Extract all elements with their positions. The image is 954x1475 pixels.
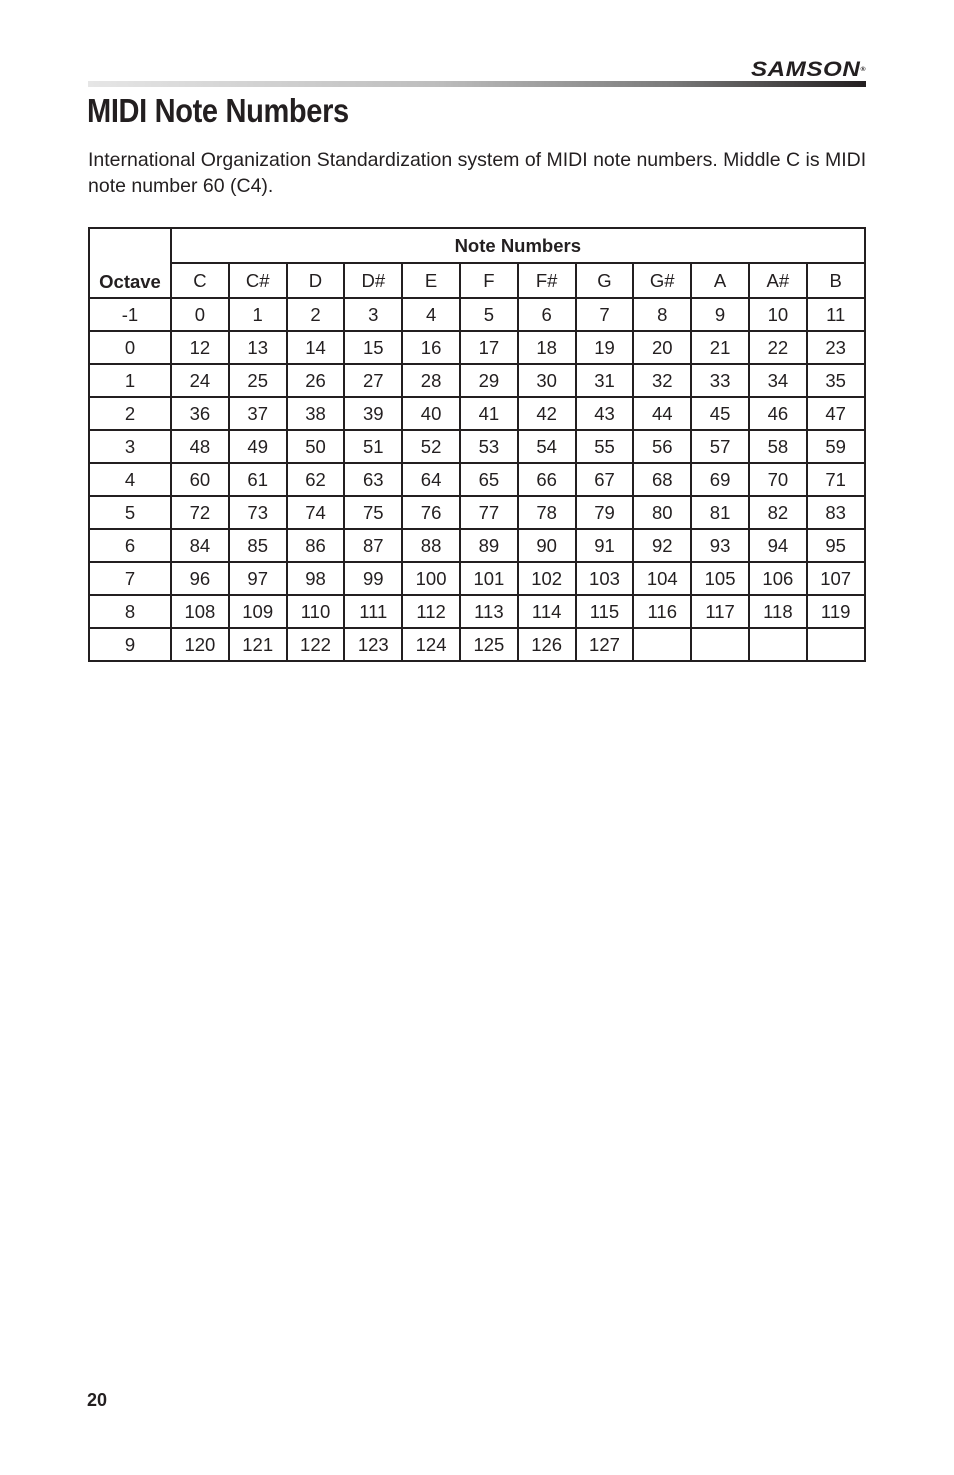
octave-cell: 5 (89, 496, 171, 529)
note-number-cell: 117 (691, 595, 749, 628)
note-number-cell: 17 (460, 331, 518, 364)
note-number-cell: 1 (229, 298, 287, 331)
note-number-cell: 50 (287, 430, 345, 463)
table-row (89, 595, 865, 628)
note-number-cell: 35 (807, 364, 865, 397)
note-number-cell: 90 (518, 529, 576, 562)
note-number-cell: 115 (576, 595, 634, 628)
octave-cell: 8 (89, 595, 171, 628)
octave-cell: 3 (89, 430, 171, 463)
note-number-cell: 11 (807, 298, 865, 331)
note-number-cell: 38 (287, 397, 345, 430)
note-number-cell: 6 (518, 298, 576, 331)
note-number-cell: 26 (287, 364, 345, 397)
note-number-cell: 119 (807, 595, 865, 628)
note-number-cell: 120 (171, 628, 229, 661)
empty-cell (807, 628, 865, 661)
note-number-cell: 7 (576, 298, 634, 331)
column-header: D# (344, 263, 402, 298)
note-number-cell: 48 (171, 430, 229, 463)
note-number-cell: 122 (287, 628, 345, 661)
note-number-cell: 2 (287, 298, 345, 331)
note-number-cell: 37 (229, 397, 287, 430)
note-number-cell: 88 (402, 529, 460, 562)
note-number-cell: 107 (807, 562, 865, 595)
note-number-cell: 66 (518, 463, 576, 496)
note-number-cell: 92 (633, 529, 691, 562)
note-number-cell: 47 (807, 397, 865, 430)
note-number-cell: 42 (518, 397, 576, 430)
note-number-cell: 36 (171, 397, 229, 430)
empty-cell (633, 628, 691, 661)
note-number-cell: 123 (344, 628, 402, 661)
note-number-cell: 124 (402, 628, 460, 661)
note-number-cell: 13 (229, 331, 287, 364)
note-number-cell: 21 (691, 331, 749, 364)
note-number-cell: 55 (576, 430, 634, 463)
note-number-cell: 53 (460, 430, 518, 463)
note-number-cell: 10 (749, 298, 807, 331)
note-number-cell: 86 (287, 529, 345, 562)
column-header: A (691, 263, 749, 298)
note-number-cell: 19 (576, 331, 634, 364)
note-number-cell: 59 (807, 430, 865, 463)
note-number-cell: 5 (460, 298, 518, 331)
note-number-cell: 103 (576, 562, 634, 595)
note-number-cell: 60 (171, 463, 229, 496)
note-number-cell: 94 (749, 529, 807, 562)
column-header: A# (749, 263, 807, 298)
note-number-cell: 78 (518, 496, 576, 529)
octave-cell: 9 (89, 628, 171, 661)
table-body (89, 298, 865, 661)
note-number-cell: 111 (344, 595, 402, 628)
note-number-cell: 58 (749, 430, 807, 463)
table-row (89, 331, 865, 364)
note-number-cell: 27 (344, 364, 402, 397)
note-number-cell: 83 (807, 496, 865, 529)
note-number-cell: 33 (691, 364, 749, 397)
note-number-cell: 104 (633, 562, 691, 595)
octave-cell: 6 (89, 529, 171, 562)
note-number-cell: 74 (287, 496, 345, 529)
note-number-cell: 98 (287, 562, 345, 595)
octave-cell: 1 (89, 364, 171, 397)
octave-header: Octave (89, 228, 171, 298)
note-number-cell: 3 (344, 298, 402, 331)
note-number-cell: 75 (344, 496, 402, 529)
note-number-cell: 14 (287, 331, 345, 364)
header-rule (88, 81, 866, 87)
note-number-cell: 62 (287, 463, 345, 496)
note-number-cell: 100 (402, 562, 460, 595)
octave-cell: 4 (89, 463, 171, 496)
note-number-cell: 91 (576, 529, 634, 562)
note-number-cell: 4 (402, 298, 460, 331)
column-header: F# (518, 263, 576, 298)
table-column-header-row (89, 263, 865, 298)
note-number-cell: 49 (229, 430, 287, 463)
note-number-cell: 113 (460, 595, 518, 628)
note-number-cell: 45 (691, 397, 749, 430)
note-number-cell: 73 (229, 496, 287, 529)
note-number-cell: 56 (633, 430, 691, 463)
note-number-cell: 32 (633, 364, 691, 397)
note-number-cell: 112 (402, 595, 460, 628)
note-number-cell: 51 (344, 430, 402, 463)
table-row (89, 463, 865, 496)
note-number-cell: 80 (633, 496, 691, 529)
note-number-cell: 95 (807, 529, 865, 562)
note-number-cell: 20 (633, 331, 691, 364)
note-number-cell: 77 (460, 496, 518, 529)
note-number-cell: 30 (518, 364, 576, 397)
note-number-cell: 29 (460, 364, 518, 397)
octave-cell: 0 (89, 331, 171, 364)
empty-cell (691, 628, 749, 661)
note-number-cell: 68 (633, 463, 691, 496)
note-number-cell: 105 (691, 562, 749, 595)
note-number-cell: 0 (171, 298, 229, 331)
note-number-cell: 109 (229, 595, 287, 628)
column-header: C (171, 263, 229, 298)
note-number-cell: 126 (518, 628, 576, 661)
note-number-cell: 52 (402, 430, 460, 463)
table-row (89, 430, 865, 463)
note-number-cell: 34 (749, 364, 807, 397)
note-number-cell: 28 (402, 364, 460, 397)
brand-name: SAMSON (750, 58, 861, 81)
note-number-cell: 79 (576, 496, 634, 529)
note-number-cell: 8 (633, 298, 691, 331)
octave-cell: -1 (89, 298, 171, 331)
note-number-cell: 12 (171, 331, 229, 364)
table-row (89, 298, 865, 331)
note-number-cell: 84 (171, 529, 229, 562)
note-number-cell: 63 (344, 463, 402, 496)
note-number-cell: 46 (749, 397, 807, 430)
note-number-cell: 61 (229, 463, 287, 496)
column-header: D (287, 263, 345, 298)
table-row (89, 496, 865, 529)
note-numbers-header: Note Numbers (171, 228, 865, 263)
note-number-cell: 40 (402, 397, 460, 430)
note-number-cell: 65 (460, 463, 518, 496)
note-number-cell: 127 (576, 628, 634, 661)
note-number-cell: 41 (460, 397, 518, 430)
table-row (89, 529, 865, 562)
note-number-cell: 121 (229, 628, 287, 661)
note-number-cell: 16 (402, 331, 460, 364)
column-header: E (402, 263, 460, 298)
note-number-cell: 70 (749, 463, 807, 496)
octave-cell: 7 (89, 562, 171, 595)
note-number-cell: 110 (287, 595, 345, 628)
brand-mark: ® (860, 67, 866, 73)
table-row (89, 364, 865, 397)
note-number-cell: 71 (807, 463, 865, 496)
empty-cell (749, 628, 807, 661)
note-number-cell: 9 (691, 298, 749, 331)
note-number-cell: 96 (171, 562, 229, 595)
brand-logo (751, 58, 866, 82)
note-number-cell: 93 (691, 529, 749, 562)
note-number-cell: 82 (749, 496, 807, 529)
note-number-cell: 67 (576, 463, 634, 496)
note-number-cell: 44 (633, 397, 691, 430)
table-row (89, 628, 865, 661)
page-number: 20 (87, 1390, 108, 1410)
column-header: C# (229, 263, 287, 298)
note-number-cell: 15 (344, 331, 402, 364)
note-number-cell: 57 (691, 430, 749, 463)
note-number-cell: 99 (344, 562, 402, 595)
note-number-cell: 85 (229, 529, 287, 562)
note-number-cell: 43 (576, 397, 634, 430)
note-number-cell: 101 (460, 562, 518, 595)
note-number-cell: 76 (402, 496, 460, 529)
note-number-cell: 22 (749, 331, 807, 364)
note-number-cell: 102 (518, 562, 576, 595)
page-title: MIDI Note Numbers (87, 92, 349, 129)
note-number-cell: 108 (171, 595, 229, 628)
note-number-cell: 31 (576, 364, 634, 397)
note-number-cell: 25 (229, 364, 287, 397)
note-number-cell: 114 (518, 595, 576, 628)
table-group-header-row (89, 228, 865, 263)
note-number-cell: 87 (344, 529, 402, 562)
table-row (89, 562, 865, 595)
note-number-cell: 39 (344, 397, 402, 430)
column-header: G# (633, 263, 691, 298)
column-header: G (576, 263, 634, 298)
note-number-cell: 54 (518, 430, 576, 463)
note-number-cell: 72 (171, 496, 229, 529)
note-number-cell: 106 (749, 562, 807, 595)
octave-cell: 2 (89, 397, 171, 430)
note-number-cell: 18 (518, 331, 576, 364)
note-number-cell: 118 (749, 595, 807, 628)
note-number-cell: 69 (691, 463, 749, 496)
note-number-cell: 81 (691, 496, 749, 529)
note-number-cell: 97 (229, 562, 287, 595)
midi-note-table (88, 227, 866, 662)
note-number-cell: 89 (460, 529, 518, 562)
column-header: F (460, 263, 518, 298)
note-number-cell: 64 (402, 463, 460, 496)
table-row (89, 397, 865, 430)
note-number-cell: 116 (633, 595, 691, 628)
intro-paragraph: International Organization Standardization system of MIDI note numbers. Middle C is MIDI note number 60 (C4). (88, 149, 867, 197)
note-number-cell: 125 (460, 628, 518, 661)
note-number-cell: 23 (807, 331, 865, 364)
note-number-cell: 24 (171, 364, 229, 397)
column-header: B (807, 263, 865, 298)
